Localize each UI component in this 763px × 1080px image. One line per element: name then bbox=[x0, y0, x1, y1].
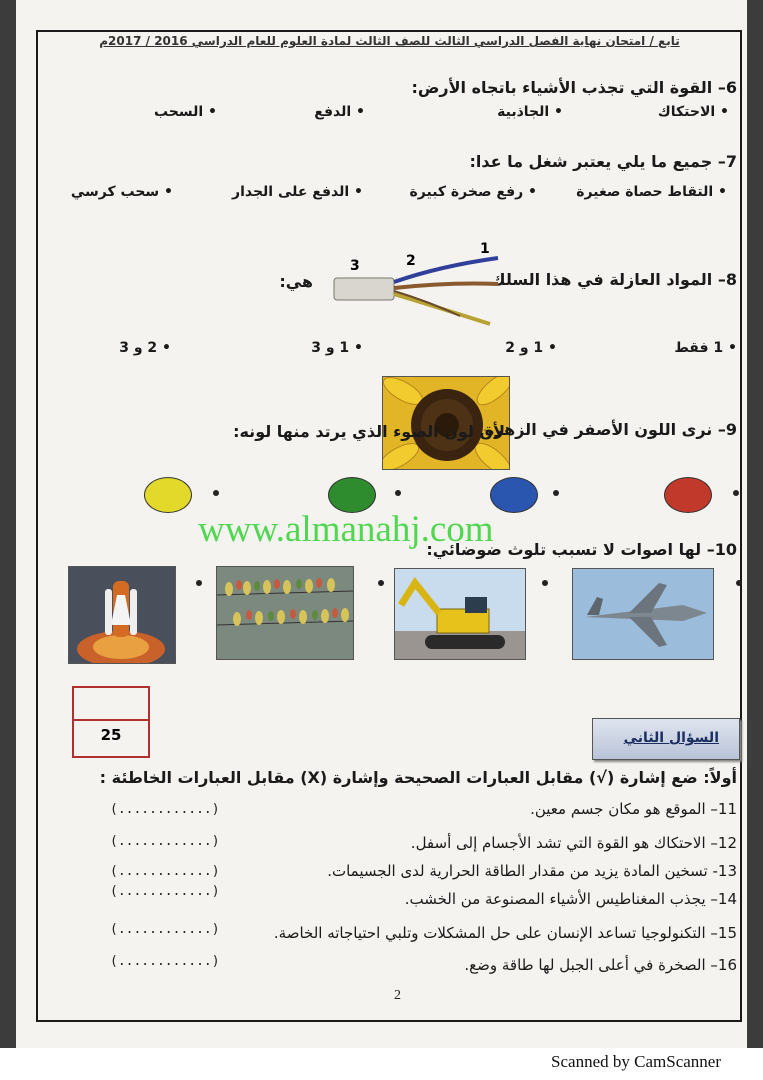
fighter-jet-image bbox=[572, 568, 714, 660]
wire-insulation-3 bbox=[334, 278, 394, 300]
true-false-instructions: أولاً: ضع إشارة (√) مقابل العبارات الصحيحة وإشارة (X) مقابل العبارات الخاطئة : bbox=[99, 768, 737, 787]
excavator-image bbox=[394, 568, 526, 660]
q6-option-2: • الجاذبية bbox=[497, 104, 563, 120]
q6-option-4: • السحب bbox=[153, 104, 217, 120]
q10-bullet-1 bbox=[736, 580, 742, 586]
q9-bullet-4 bbox=[213, 490, 219, 496]
answer-blank-13[interactable]: (............) bbox=[110, 864, 220, 879]
q9-bullet-1 bbox=[733, 490, 739, 496]
q8-option-2: • 1 و 2 bbox=[505, 340, 557, 356]
answer-blank-15[interactable]: (............) bbox=[110, 922, 220, 937]
q9-bullet-3 bbox=[395, 490, 401, 496]
wire-illustration bbox=[330, 236, 510, 332]
q6-option-3: • الدفع bbox=[314, 104, 365, 120]
question-8-suffix: هي: bbox=[279, 272, 313, 291]
score-value: 25 bbox=[100, 726, 122, 744]
question-9-suffix: لأن لون الضوء الذي يرتد منها لونه: bbox=[233, 422, 505, 441]
q7-option-1: • التقاط حصاة صغيرة bbox=[576, 184, 727, 200]
wire-label-2: 2 bbox=[406, 253, 416, 269]
page-number: 2 bbox=[394, 988, 401, 1003]
watermark-url: www.almanahj.com bbox=[198, 509, 494, 550]
score-box bbox=[72, 686, 150, 758]
statement-11: 11– الموقع هو مكان جسم معين. bbox=[530, 800, 737, 818]
q9-bullet-2 bbox=[553, 490, 559, 496]
section-title-tab bbox=[592, 718, 740, 760]
question-9: 9– نرى اللون الأصفر في الزهرة bbox=[484, 420, 737, 439]
answer-blank-12[interactable]: (............) bbox=[110, 834, 220, 849]
q8-option-4: • 2 و 3 bbox=[119, 340, 171, 356]
space-shuttle-image bbox=[68, 566, 176, 664]
q10-bullet-3 bbox=[378, 580, 384, 586]
statement-14: 14– يجذب المغناطيس الأشياء المصنوعة من الخشب. bbox=[404, 890, 737, 908]
q10-bullet-2 bbox=[542, 580, 548, 586]
q10-bullet-4 bbox=[196, 580, 202, 586]
q6-option-1: • الاحتكاك bbox=[657, 104, 729, 120]
score-box-divider bbox=[74, 719, 148, 721]
question-7: 7– جميع ما يلي يعتبر شغل ما عدا: bbox=[469, 152, 737, 171]
statement-12: 12– الاحتكاك هو القوة التي تشد الأجسام إلى أسفل. bbox=[410, 834, 737, 852]
q9-color-yellow bbox=[144, 477, 192, 513]
q8-option-3: • 1 و 3 bbox=[311, 340, 363, 356]
wire-label-3: 3 bbox=[350, 258, 360, 274]
statement-15: 15– التكنولوجيا تساعد الإنسان على حل المشكلات وتلبي احتياجاته الخاصة. bbox=[273, 924, 737, 942]
statement-16: 16– الصخرة في أعلى الجبل لها طاقة وضع. bbox=[464, 956, 737, 974]
question-6: 6– القوة التي تجذب الأشياء باتجاه الأرض: bbox=[411, 78, 737, 97]
wire-strand-2 bbox=[394, 284, 498, 289]
scanner-credit: Scanned by CamScanner bbox=[551, 1052, 721, 1071]
statement-13: 13- تسخين المادة يزيد من مقدار الطاقة الحرارية لدى الجسيمات. bbox=[327, 862, 737, 880]
exam-header: تابع / امتحان نهاية الفصل الدراسي الثالث للصف الثالث لمادة العلوم للعام الدراسي 2016 / 2017م bbox=[99, 34, 680, 48]
wire-label-1: 1 bbox=[480, 241, 490, 257]
q7-option-4: • سحب كرسي bbox=[70, 184, 173, 200]
answer-blank-16[interactable]: (............) bbox=[110, 954, 220, 969]
q9-color-red bbox=[664, 477, 712, 513]
section-title: السؤال الثاني bbox=[623, 730, 719, 746]
q9-color-blue bbox=[490, 477, 538, 513]
q8-option-1: • 1 فقط bbox=[674, 340, 737, 356]
question-10: 10– لها اصوات لا تسبب تلوث ضوضائي: bbox=[426, 540, 737, 559]
answer-blank-11[interactable]: (............) bbox=[110, 802, 220, 817]
q7-option-2: • رفع صخرة كبيرة bbox=[409, 184, 537, 200]
answer-blank-14[interactable]: (............) bbox=[110, 884, 220, 899]
birds-image bbox=[216, 566, 354, 660]
question-8: 8– المواد العازلة في هذا السلك bbox=[490, 270, 737, 289]
q7-option-3: • الدفع على الجدار bbox=[232, 184, 363, 200]
